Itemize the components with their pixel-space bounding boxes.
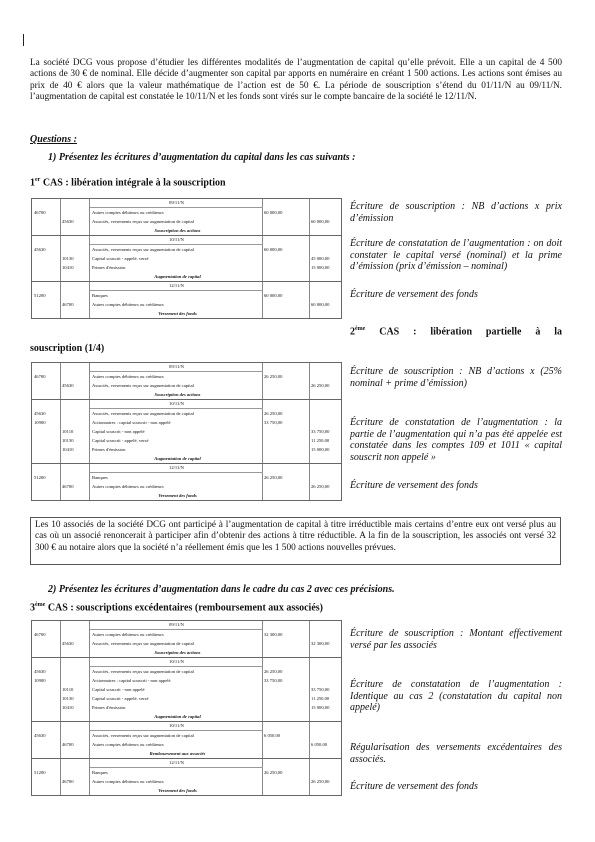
- entry-line: [32, 482, 341, 491]
- journal-case-1: [31, 198, 342, 319]
- entry-caption-row: [32, 226, 341, 235]
- account-label: Capital souscrit - non appelé: [92, 687, 145, 692]
- debit-account: 46700: [34, 632, 46, 637]
- credit-amount: 15 000,00: [311, 447, 330, 452]
- account-label: Capital souscrit - non appelé: [92, 429, 145, 434]
- account-label: Autres comptes débiteurs ou créditeurs: [92, 210, 164, 215]
- credit-account: 10130: [62, 438, 74, 443]
- entry-line: [32, 731, 341, 740]
- credit-amount: 45 000,00: [311, 256, 330, 261]
- credit-account: 10130: [62, 256, 74, 261]
- entry-line: [32, 667, 341, 676]
- entry-caption: Souscription des actions: [154, 650, 201, 655]
- account-label: Primes d'émission: [92, 265, 126, 270]
- credit-amount: 15 000,00: [311, 265, 330, 270]
- note-constatation-1: Écriture de constatation de l’augmentation : on doit constater le capital versé (nominal) et la prime d’émission (prix d’émission – nominal): [350, 238, 562, 272]
- entry-date-row: [90, 199, 263, 208]
- entry-caption-row: [32, 648, 341, 657]
- entry-line: [32, 740, 341, 749]
- case-2-info-box: Les 10 associés de la société DCG ont participé à l’augmentation de capital à titre irréductible mais certains d’entre eux ont versé plus au cas où un associé renoncerait à participer afin d’obtenir des actions à titre réductible. A la fin de la souscription, les associés ont versé 32 300 € au notaire alors que la société n’a réellement émis que les 1 500 actions nouvelles prévues.: [30, 517, 561, 565]
- account-label: Associés, versements reçus sur augmentation de capital: [92, 247, 194, 252]
- note-versement-1: Écriture de versement des fonds: [350, 289, 478, 300]
- account-label: Associés, versements reçus sur augmentation de capital: [92, 411, 194, 416]
- entry-line: [32, 254, 341, 263]
- entry-caption: Souscription des actions: [154, 392, 201, 397]
- case-2-heading: 2ème CAS : libération partielle à la: [350, 326, 562, 338]
- debit-account: 45630: [34, 733, 46, 738]
- debit-account: 45630: [34, 411, 46, 416]
- account-label: Banques: [92, 475, 108, 480]
- debit-amount: 60 000,00: [264, 247, 283, 252]
- account-label: Banques: [92, 770, 108, 775]
- entry-line: [32, 639, 341, 648]
- entry-date-row: [90, 464, 263, 473]
- entry-line: [32, 217, 341, 226]
- credit-account: 46700: [62, 779, 74, 784]
- account-label: Associés, versements reçus sur augmentation de capital: [92, 641, 194, 646]
- entry-line: [32, 630, 341, 639]
- entry-caption-row: [32, 749, 341, 758]
- entry-date: 09/11/N: [169, 364, 184, 369]
- journal-entry: [32, 282, 341, 318]
- credit-account: 10130: [62, 696, 74, 701]
- entry-line: [32, 418, 341, 427]
- entry-line: [32, 768, 341, 777]
- entry-date-row: [90, 658, 263, 667]
- debit-amount: 33 750,00: [264, 420, 283, 425]
- entry-line: [32, 409, 341, 418]
- entry-date-row: [90, 282, 263, 291]
- entry-date-row: [90, 236, 263, 245]
- entry-caption: Remboursement aux associés: [149, 751, 206, 756]
- account-label: Associés, versements reçus sur augmentation de capital: [92, 383, 194, 388]
- entry-line: [32, 300, 341, 309]
- credit-account: 45630: [62, 383, 74, 388]
- entry-date-row: [90, 363, 263, 372]
- account-label: Autres comptes débiteurs ou créditeurs: [92, 779, 164, 784]
- entry-line: [32, 436, 341, 445]
- case-3-heading: 3ème CAS : souscriptions excédentaires (remboursement aux associés): [30, 602, 323, 614]
- entry-caption: Augmentation de capital: [154, 714, 201, 719]
- credit-amount: 60 000,00: [311, 302, 330, 307]
- credit-account: 10410: [62, 705, 74, 710]
- entry-date: 10/11/N: [169, 401, 184, 406]
- debit-amount: 60 000,00: [264, 210, 283, 215]
- account-label: Autres comptes débiteurs ou créditeurs: [92, 632, 164, 637]
- debit-account: 46700: [34, 374, 46, 379]
- journal-case-3: [31, 620, 342, 796]
- entry-date-row: [90, 759, 263, 768]
- entry-line: [32, 245, 341, 254]
- questions-heading: Questions :: [30, 134, 77, 145]
- case-1-heading: 1er CAS : libération intégrale à la souscription: [30, 177, 226, 189]
- account-label: Autres comptes débiteurs ou créditeurs: [92, 374, 164, 379]
- debit-amount: 26 250,00: [264, 770, 283, 775]
- entry-line: [32, 676, 341, 685]
- entry-caption: Augmentation de capital: [154, 456, 201, 461]
- entry-caption-row: [32, 390, 341, 399]
- note-regularisation-3: Régularisation des versements excédentaires des associés.: [350, 742, 562, 765]
- credit-account: 10110: [62, 687, 74, 692]
- debit-amount: 26 250,00: [264, 411, 283, 416]
- credit-amount: 6 050,00: [311, 742, 328, 747]
- account-label: Associés, versements reçus sur augmentation de capital: [92, 219, 194, 224]
- journal-entry: [32, 363, 341, 400]
- debit-account: 51200: [34, 770, 46, 775]
- debit-amount: 60 000,00: [264, 293, 283, 298]
- note-constatation-3: Écriture de constatation de l’augmentation : Identique au cas 2 (constatation du capital non appelé): [350, 679, 562, 713]
- account-label: Associés, versements reçus sur augmentation de capital: [92, 733, 194, 738]
- credit-amount: 26 250,00: [311, 383, 330, 388]
- account-label: Autres comptes débiteurs ou créditeurs: [92, 484, 164, 489]
- question-2: 2) Présentez les écritures d’augmentation dans le cadre du cas 2 avec ces précisions.: [48, 584, 395, 595]
- entry-caption: Augmentation de capital: [154, 274, 201, 279]
- journal-entry: [32, 759, 341, 795]
- entry-line: [32, 427, 341, 436]
- debit-account: 46700: [34, 210, 46, 215]
- entry-caption-row: [32, 491, 341, 500]
- entry-line: [32, 291, 341, 300]
- credit-account: 10410: [62, 447, 74, 452]
- credit-account: 45630: [62, 641, 74, 646]
- entry-caption-row: [32, 712, 341, 721]
- credit-account: 46700: [62, 742, 74, 747]
- note-souscription-3: Écriture de souscription : Montant effectivement versé par les associés: [350, 628, 562, 651]
- entry-date: 09/11/N: [169, 200, 184, 205]
- credit-account: 10410: [62, 265, 74, 270]
- account-label: Banques: [92, 293, 108, 298]
- debit-account: 10900: [34, 678, 46, 683]
- credit-account: 10110: [62, 429, 74, 434]
- journal-entry: [32, 621, 341, 658]
- entry-caption-row: [32, 454, 341, 463]
- entry-caption: Souscription des actions: [154, 228, 201, 233]
- note-versement-2: Écriture de versement des fonds: [350, 480, 478, 491]
- credit-amount: 11 250,00: [311, 438, 330, 443]
- credit-amount: 26 250,00: [311, 484, 330, 489]
- credit-amount: 26 250,00: [311, 779, 330, 784]
- debit-account: 45630: [34, 669, 46, 674]
- credit-account: 45630: [62, 219, 74, 224]
- credit-amount: 60 000,00: [311, 219, 330, 224]
- debit-account: 51200: [34, 293, 46, 298]
- journal-entry: [32, 199, 341, 236]
- entry-line: [32, 445, 341, 454]
- entry-date: 12/11/N: [169, 465, 184, 470]
- entry-date: 10/11/N: [169, 659, 184, 664]
- note-souscription-2: Écriture de souscription : NB d’actions x (25% nominal + prime d’émission): [350, 366, 562, 389]
- intro-paragraph: La société DCG vous propose d’étudier les différentes modalités de l’augmentation de capital qu’elle prévoit. Elle a un capital de 4 500 actions de 30 € de nominal. Elle décide d’augmenter son capital par apports en numéraire en créant 1 500 actions. Les actions sont émises au prix de 40 € alors que la valeur mathématique de l’action est de 50 €. La période de souscription s’étend du 01/11/N au 09/11/N. l’augmentation de capital est constatée le 10/11/N et les fonds sont virés sur le compte bancaire de la société le 12/11/N.: [30, 58, 562, 102]
- entry-date: 10/11/N: [169, 723, 184, 728]
- entry-line: [32, 263, 341, 272]
- entry-line: [32, 703, 341, 712]
- entry-caption-row: [32, 272, 341, 281]
- account-label: Autres comptes débiteurs ou créditeurs: [92, 302, 164, 307]
- entry-line: [32, 372, 341, 381]
- entry-caption: Versement des fonds: [158, 311, 197, 316]
- entry-date-row: [90, 722, 263, 731]
- entry-line: [32, 694, 341, 703]
- entry-line: [32, 381, 341, 390]
- debit-account: 45630: [34, 247, 46, 252]
- entry-line: [32, 473, 341, 482]
- account-label: Primes d'émission: [92, 705, 126, 710]
- credit-account: 46700: [62, 484, 74, 489]
- account-label: Primes d'émission: [92, 447, 126, 452]
- journal-entry: [32, 464, 341, 500]
- entry-caption-row: [32, 309, 341, 318]
- entry-caption: Versement des fonds: [158, 493, 197, 498]
- journal-entry: [32, 722, 341, 759]
- debit-amount: 26 250,00: [264, 669, 283, 674]
- note-souscription-1: Écriture de souscription : NB d’actions x prix d’émission: [350, 201, 562, 224]
- journal-entry: [32, 236, 341, 282]
- entry-caption-row: [32, 786, 341, 795]
- entry-line: [32, 685, 341, 694]
- entry-date: 12/11/N: [169, 760, 184, 765]
- account-label: Capital souscrit - appelé, versé: [92, 256, 149, 261]
- debit-amount: 26 250,00: [264, 374, 283, 379]
- entry-date: 09/11/N: [169, 622, 184, 627]
- debit-amount: 26 250,00: [264, 475, 283, 480]
- entry-date-row: [90, 621, 263, 630]
- note-versement-3: Écriture de versement des fonds: [350, 781, 478, 792]
- entry-date: 12/11/N: [169, 283, 184, 288]
- account-label: Autres comptes débiteurs ou créditeurs: [92, 742, 164, 747]
- debit-account: 51200: [34, 475, 46, 480]
- journal-entry: [32, 658, 341, 722]
- journal-entry: [32, 400, 341, 464]
- credit-amount: 11 250,00: [311, 696, 330, 701]
- entry-caption: Versement des fonds: [158, 788, 197, 793]
- case-2-heading-cont: souscription (1/4): [30, 343, 105, 354]
- account-label: Actionnaires : capital souscrit - non appelé: [92, 678, 171, 683]
- credit-account: 46700: [62, 302, 74, 307]
- note-constatation-2: Écriture de constatation de l’augmentation : la partie de l’augmentation qui n’a pas été appelée est constatée dans les comptes 109 et 1011 « capital souscrit non appelé »: [350, 417, 562, 463]
- entry-line: [32, 777, 341, 786]
- account-label: Associés, versements reçus sur augmentation de capital: [92, 669, 194, 674]
- journal-case-2: [31, 362, 342, 501]
- credit-amount: 33 750,00: [311, 687, 330, 692]
- entry-line: [32, 208, 341, 217]
- question-1: 1) Présentez les écritures d’augmentation du capital dans les cas suivants :: [48, 152, 356, 163]
- debit-amount: 33 750,00: [264, 678, 283, 683]
- account-label: Actionnaires : capital souscrit - non appelé: [92, 420, 171, 425]
- credit-amount: 32 300,00: [311, 641, 330, 646]
- credit-amount: 15 000,00: [311, 705, 330, 710]
- entry-date: 10/11/N: [169, 237, 184, 242]
- credit-amount: 33 750,00: [311, 429, 330, 434]
- entry-date-row: [90, 400, 263, 409]
- debit-amount: 32 300,00: [264, 632, 283, 637]
- account-label: Capital souscrit - appelé, versé: [92, 696, 149, 701]
- debit-amount: 6 050,00: [264, 733, 281, 738]
- text-cursor: [23, 34, 24, 46]
- account-label: Capital souscrit - appelé, versé: [92, 438, 149, 443]
- debit-account: 10900: [34, 420, 46, 425]
